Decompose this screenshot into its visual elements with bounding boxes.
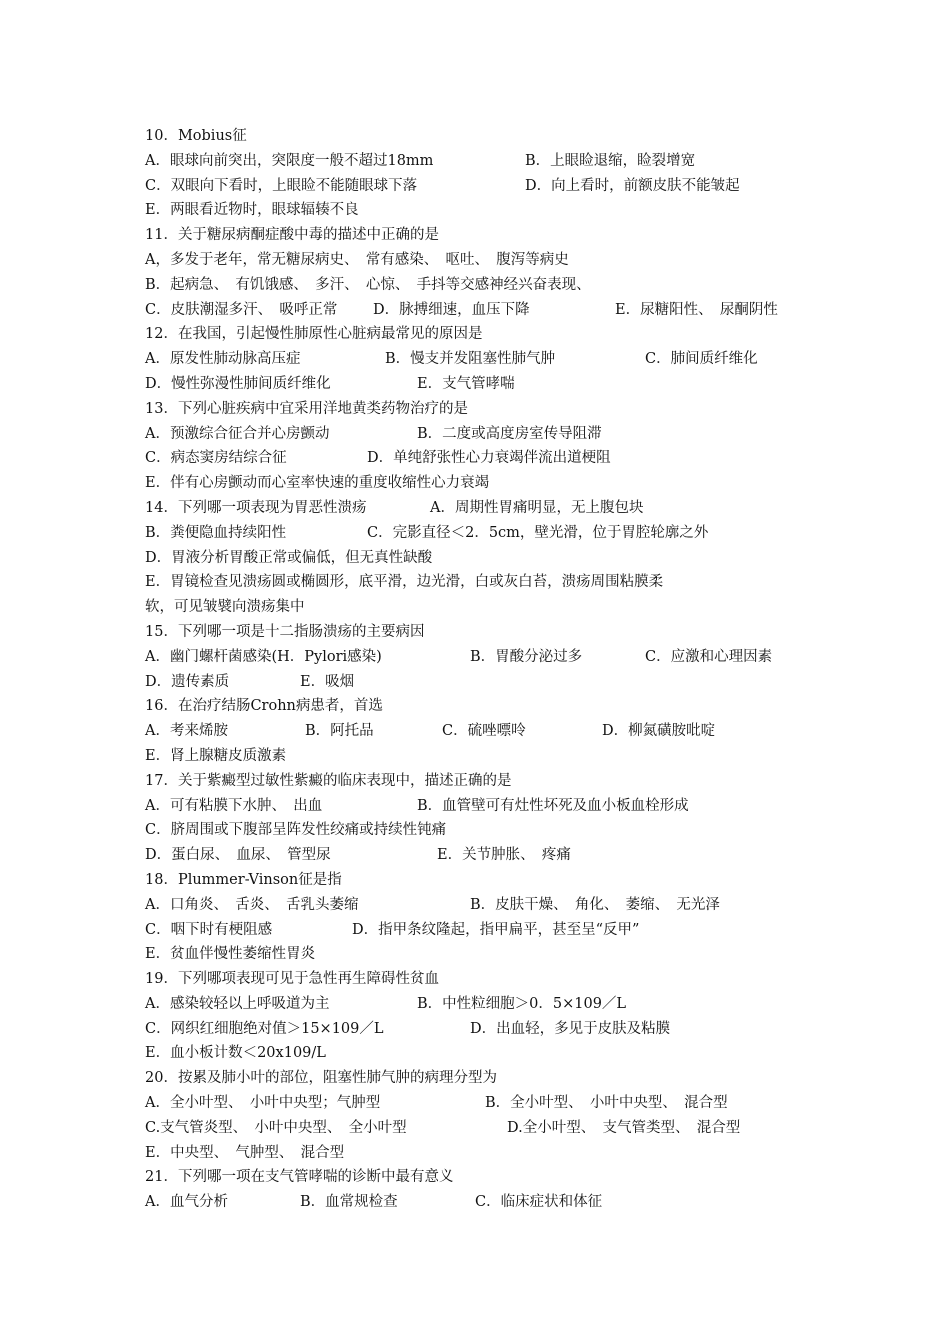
text-line: [145, 372, 845, 397]
option-text: D．出血轻，多见于皮肤及粘膜: [470, 1020, 671, 1037]
text-line: [145, 521, 845, 546]
line-text: D．胃液分析胃酸正常或偏低，但无真性缺酸: [145, 549, 433, 566]
option-text: D．脉搏细速，血压下降: [373, 301, 530, 318]
option-text: B．全小叶型、 小叶中央型、 混合型: [485, 1095, 728, 1112]
option-text: C．临床症状和体征: [475, 1194, 603, 1211]
text-line: [145, 1017, 845, 1042]
line-text: C.支气管炎型、 小叶中央型、 全小叶型: [145, 1119, 407, 1136]
text-line: [145, 570, 845, 595]
text-line: [145, 967, 845, 992]
line-text: 12．在我国，引起慢性肺原性心脏病最常见的原因是: [145, 326, 483, 343]
text-line: [145, 124, 845, 149]
option-text: B．二度或高度房室传导阻滞: [417, 425, 602, 442]
option-text: D．单纯舒张性心力衰竭伴流出道梗阻: [367, 450, 611, 467]
option-text: D．指甲条纹隆起，指甲扁平，甚至呈“反甲”: [352, 921, 640, 938]
line-text: E．两眼看近物时，眼球辐辏不良: [145, 202, 359, 219]
line-text: C．网织红细胞绝对值＞15×109／L: [145, 1020, 384, 1037]
text-line: [145, 843, 845, 868]
option-text: E．关节肿胀、 疼痛: [437, 847, 571, 864]
text-line: [145, 248, 845, 273]
line-text: E．肾上腺糖皮质激素: [145, 747, 287, 764]
document-body: [145, 124, 845, 1215]
text-line: [145, 198, 845, 223]
text-line: [145, 1091, 845, 1116]
line-text: 19．下列哪项表现可见于急性再生障碍性贫血: [145, 971, 439, 988]
line-text: A．眼球向前突出，突限度一般不超过18mm: [145, 152, 434, 169]
text-line: [145, 595, 845, 620]
option-text: D．柳氮磺胺吡啶: [602, 723, 716, 740]
line-text: E．胃镜检查见溃疡圆或椭圆形，底平滑，边光滑，白或灰白苔，溃疡周围粘膜柔: [145, 574, 664, 591]
line-text: D．遗传素质: [145, 673, 230, 690]
text-line: [145, 670, 845, 695]
option-text: B．上眼睑退缩，睑裂增宽: [525, 152, 696, 169]
text-line: [145, 620, 845, 645]
text-line: [145, 273, 845, 298]
text-line: [145, 1041, 845, 1066]
text-line: [145, 496, 845, 521]
text-line: [145, 868, 845, 893]
option-text: B．血管壁可有灶性坏死及血小板血栓形成: [417, 797, 689, 814]
text-line: [145, 645, 845, 670]
text-line: [145, 794, 845, 819]
line-text: 14．下列哪一项表现为胃恶性溃疡: [145, 499, 367, 516]
line-text: E．贫血伴慢性萎缩性胃炎: [145, 946, 316, 963]
text-line: [145, 149, 845, 174]
text-line: [145, 992, 845, 1017]
line-text: E．血小板计数＜20x109/L: [145, 1045, 326, 1062]
option-text: E．尿糖阳性、 尿酮阴性: [615, 301, 778, 318]
text-line: [145, 818, 845, 843]
line-text: D．蛋白尿、 血尿、 管型尿: [145, 847, 331, 864]
line-text: A，多发于老年，常无糖尿病史、 常有感染、 呕吐、 腹泻等病史: [145, 251, 569, 268]
text-line: [145, 1116, 845, 1141]
text-line: [145, 174, 845, 199]
text-line: [145, 223, 845, 248]
line-text: B．粪便隐血持续阳性: [145, 524, 287, 541]
text-line: [145, 769, 845, 794]
text-line: [145, 446, 845, 471]
line-text: 10．Mobius征: [145, 128, 247, 144]
option-text: B．慢支并发阻塞性肺气肿: [385, 351, 556, 368]
option-text: E．支气管哮喘: [417, 375, 515, 392]
line-text: A．口角炎、 舌炎、 舌乳头萎缩: [145, 896, 359, 913]
line-text: 20．按累及肺小叶的部位，阻塞性肺气肿的病理分型为: [145, 1070, 497, 1087]
line-text: 16．在治疗结肠Crohn病患者，首选: [145, 698, 383, 715]
text-line: [145, 322, 845, 347]
option-text: C．硫唑嘌呤: [442, 723, 526, 740]
line-text: A．血气分析: [145, 1194, 228, 1211]
line-text: 11．关于糖尿病酮症酸中毒的描述中正确的是: [145, 227, 439, 244]
line-text: A．考来烯胺: [145, 723, 228, 740]
line-text: 18．Plummer-Vinson征是指: [145, 871, 342, 888]
text-line: [145, 694, 845, 719]
line-text: C．咽下时有梗阻感: [145, 921, 273, 938]
option-text: D.全小叶型、 支气管类型、 混合型: [507, 1119, 741, 1136]
option-text: D．向上看时，前额皮肤不能皱起: [525, 177, 740, 194]
line-text: E．伴有心房颤动而心室率快速的重度收缩性心力衰竭: [145, 475, 490, 492]
option-text: C．肺间质纤维化: [645, 351, 758, 368]
line-text: A．预激综合征合并心房颤动: [145, 425, 330, 442]
option-text: B．胃酸分泌过多: [470, 648, 583, 665]
option-text: A．周期性胃痛明显，无上腹包块: [430, 499, 644, 516]
line-text: C．双眼向下看时，上眼睑不能随眼球下落: [145, 177, 418, 194]
text-line: [145, 1165, 845, 1190]
line-text: C．脐周围或下腹部呈阵发性绞痛或持续性钝痛: [145, 822, 447, 839]
line-text: 15．下列哪一项是十二指肠溃疡的主要病因: [145, 623, 425, 640]
text-line: [145, 893, 845, 918]
option-text: C．应激和心理因素: [645, 648, 773, 665]
option-text: C．完影直径＜2．5cm，壁光滑，位于胃腔轮廓之外: [367, 524, 709, 541]
line-text: 软，可见皱襞向溃疡集中: [145, 599, 305, 616]
text-line: [145, 918, 845, 943]
text-line: [145, 744, 845, 769]
line-text: A．原发性肺动脉高压症: [145, 351, 301, 368]
text-line: [145, 1190, 845, 1215]
option-text: B．阿托品: [305, 723, 374, 740]
line-text: C．皮肤潮湿多汗、 吸呼正常: [145, 301, 338, 318]
option-text: B．血常规检查: [300, 1194, 398, 1211]
line-text: E．中央型、 气肿型、 混合型: [145, 1144, 345, 1161]
line-text: A．感染较轻以上呼吸道为主: [145, 995, 330, 1012]
line-text: C．病态窦房结综合征: [145, 450, 287, 467]
text-line: [145, 298, 845, 323]
text-line: [145, 397, 845, 422]
line-text: D．慢性弥漫性肺间质纤维化: [145, 375, 331, 392]
text-line: [145, 1141, 845, 1166]
option-text: B．中性粒细胞＞0．5×109／L: [417, 995, 627, 1012]
line-text: A．幽门螺杆菌感染(H．Pylori感染): [145, 648, 382, 665]
line-text: 13．下列心脏疾病中宜采用洋地黄类药物治疗的是: [145, 400, 468, 417]
text-line: [145, 719, 845, 744]
text-line: [145, 546, 845, 571]
option-text: E．吸烟: [300, 673, 355, 690]
text-line: [145, 471, 845, 496]
option-text: B．皮肤干燥、 角化、 萎缩、 无光泽: [470, 896, 720, 913]
text-line: [145, 942, 845, 967]
line-text: A．可有粘膜下水肿、 出血: [145, 797, 323, 814]
line-text: B．起病急、 有饥饿感、 多汗、 心惊、 手抖等交感神经兴奋表现、: [145, 276, 591, 293]
line-text: 21．下列哪一项在支气管哮喘的诊断中最有意义: [145, 1169, 454, 1186]
text-line: [145, 422, 845, 447]
line-text: 17．关于紫癜型过敏性紫癜的临床表现中，描述正确的是: [145, 772, 512, 789]
text-line: [145, 347, 845, 372]
text-line: [145, 1066, 845, 1091]
line-text: A．全小叶型、 小叶中央型；气肿型: [145, 1095, 381, 1112]
